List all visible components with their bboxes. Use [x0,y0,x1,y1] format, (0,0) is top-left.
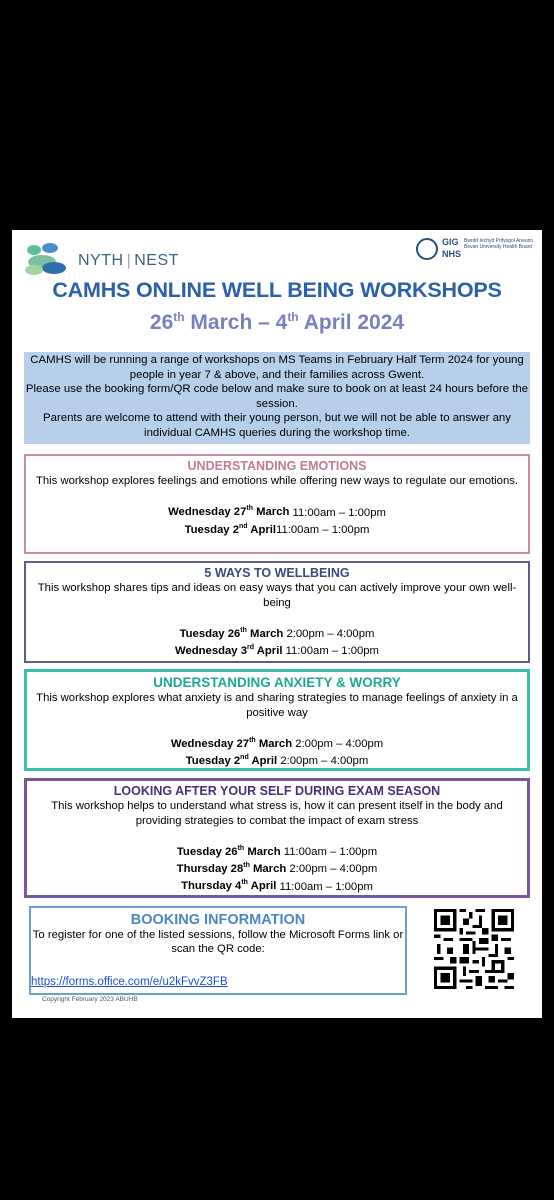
session: Tuesday 26th March 2:00pm – 4:00pm [179,627,375,640]
workshop-sessions [27,842,527,894]
session: Tuesday 26th March 11:00am – 1:00pm [176,845,378,858]
nhs-emblem-icon [416,238,438,260]
copyright: Copyright February 2023 ABUHB [42,996,138,1003]
session: Tuesday 2nd April11:00am – 1:00pm [184,522,370,536]
page-title: CAMHS ONLINE WELL BEING WORKSHOPS [52,278,502,302]
session: Wednesday 27th March 2:00pm – 4:00pm [170,737,384,750]
session: Wednesday 27th March 11:00am – 1:00pm [168,505,386,519]
workshop-5-ways-to-wellbeing [24,561,530,663]
workshop-description: This workshop shares tips and ideas on easy ways that you can actively improve your own well-being [37,582,517,609]
workshop-description: This workshop helps to understand what stress is, how it can present itself in the body and providing strategies to combat the impact of exam stress [51,800,503,827]
session: Tuesday 2nd April 2:00pm – 4:00pm [185,754,369,768]
workshop-understanding-anxiety [24,669,530,771]
workshop-understanding-emotions [24,454,530,554]
workshop-sessions [26,503,528,538]
session: Thursday 4th April 11:00am – 1:00pm [181,879,373,893]
workshop-title: UNDERSTANDING EMOTIONS [187,459,367,473]
booking-description: To register for one of the listed sessions, follow the Microsoft Forms link or scan the QR code: [32,929,404,955]
workshop-description: This workshop explores feelings and emotions while offering new ways to regulate our emotions. [35,475,519,487]
poster [12,230,542,1018]
health-board-name: Bwrdd Iechyd Prifysgol Aneurin Bevan University Health Board [464,238,534,250]
workshop-description: This workshop explores what anxiety is and sharing strategies to manage feelings of anxiety in a positive way [36,692,518,719]
workshop-title: 5 WAYS TO WELLBEING [204,566,350,580]
logo-text: NYTH | NEST [78,252,179,269]
workshop-title: LOOKING AFTER YOUR SELF DURING EXAM SEASON [113,784,441,798]
workshop-sessions [27,734,527,769]
nhs-logo: GIG NHS Bwrdd Iechyd Prifysgol Aneurin Bevan University Health Board [416,236,536,266]
date-range: 26th March – 4th April 2024 [149,310,405,334]
booking-information [29,906,407,995]
nest-leaf-icon [20,238,76,280]
session: Wednesday 3rd April 11:00am – 1:00pm [175,644,379,658]
intro-box: CAMHS will be running a range of workshops on MS Teams in February Half Term 2024 for young people in year 7 & above, and their families across Gwent. Please use the booking form/QR code below and make sure to book on at least 24 hours before the session. Parents are welcome to attend with their young person, but we will not be able to answer any individual CAMHS queries during the workshop time. [24,352,530,444]
workshop-exam-season [24,778,530,898]
booking-form-link[interactable]: https://forms.office.com/e/u2kFvvZ3FB [31,976,228,988]
booking-title: BOOKING INFORMATION [130,912,306,928]
workshop-title: UNDERSTANDING ANXIETY & WORRY [153,675,401,690]
session: Thursday 28th March 2:00pm – 4:00pm [176,862,378,876]
qr-code-icon[interactable] [434,909,514,989]
nyth-nest-logo [20,238,190,280]
workshop-sessions [26,624,528,659]
